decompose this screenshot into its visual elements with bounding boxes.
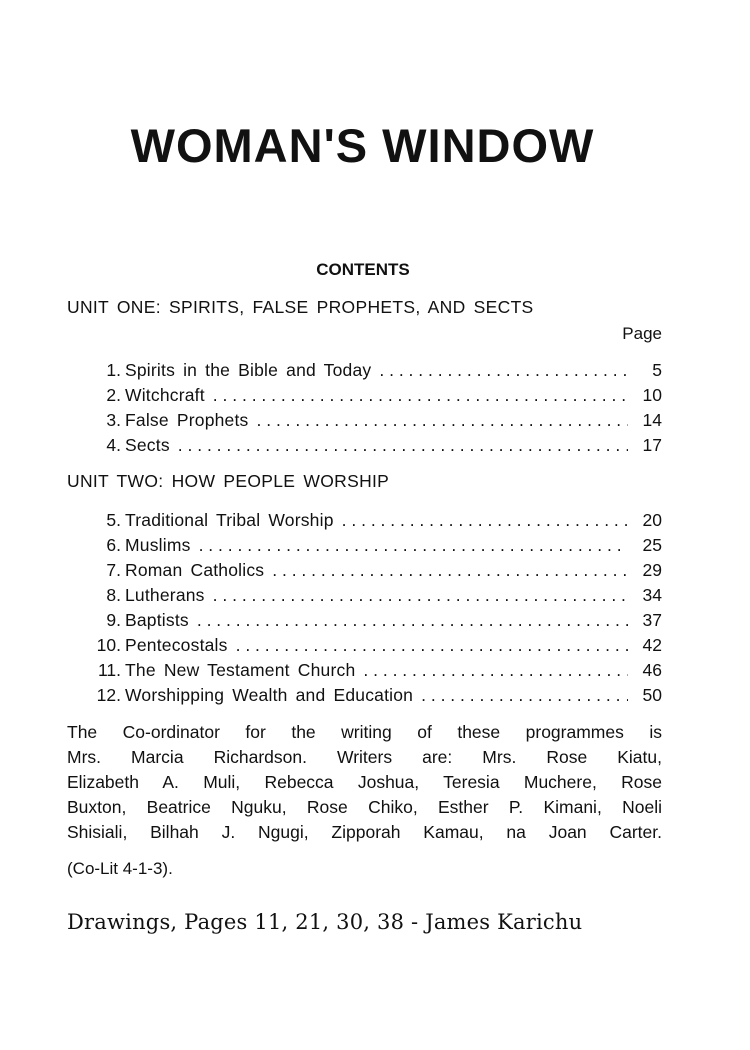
entry-title: Muslims — [125, 535, 191, 555]
credits-line: Shisiali, Bilhah J. Ngugi, Zipporah Kamau, na Joan Carter. — [67, 822, 662, 842]
entry-number: 2. — [106, 385, 121, 405]
entry-number: 4. — [106, 435, 121, 455]
entry-page: 34 — [642, 585, 662, 605]
toc-entry — [67, 433, 662, 458]
entry-title: Lutherans — [125, 585, 205, 605]
unit-two-entries — [67, 508, 662, 708]
drawings-credit: Drawings, Pages 11, 21, 30, 38 - James Karichu — [67, 910, 583, 934]
toc-entry — [67, 358, 662, 383]
entry-page: 17 — [642, 435, 662, 455]
entry-number: 12. — [96, 685, 121, 705]
credits-line: The Co-ordinator for the writing of these programmes is — [67, 722, 662, 742]
entry-page: 29 — [642, 560, 662, 580]
toc-entry — [67, 658, 662, 683]
entry-number: 3. — [106, 410, 121, 430]
contents-heading: CONTENTS — [316, 260, 410, 279]
toc-entry — [67, 558, 662, 583]
entry-page: 37 — [642, 610, 662, 630]
publication-code: (Co-Lit 4-1-3). — [67, 859, 173, 878]
toc-entry — [67, 583, 662, 608]
entry-title: The New Testament Church — [125, 660, 356, 680]
credits-line: Mrs. Marcia Richardson. Writers are: Mrs. Rose Kiatu, — [67, 747, 662, 767]
entry-title: Pentecostals — [125, 635, 228, 655]
entry-page: 5 — [652, 360, 662, 380]
entry-title: Baptists — [125, 610, 189, 630]
credits-line: Elizabeth A. Muli, Rebecca Joshua, Teresia Muchere, Rose — [67, 772, 662, 792]
toc-entry — [67, 633, 662, 658]
dot-leader — [363, 658, 628, 683]
credits-line: Buxton, Beatrice Nguku, Rose Chiko, Esther P. Kimani, Noeli — [67, 797, 662, 817]
entry-title: Worshipping Wealth and Education — [125, 685, 414, 705]
entry-page: 14 — [642, 410, 662, 430]
dot-leader — [213, 583, 628, 608]
entry-number: 9. — [106, 610, 121, 630]
entry-page: 10 — [642, 385, 662, 405]
dot-leader — [236, 633, 628, 658]
entry-number: 11. — [97, 660, 121, 680]
entry-page: 20 — [642, 510, 662, 530]
entry-title: False Prophets — [125, 410, 249, 430]
toc-entry — [67, 683, 662, 708]
entry-number: 7. — [106, 560, 121, 580]
entry-title: Witchcraft — [125, 385, 205, 405]
entry-title: Traditional Tribal Worship — [125, 510, 334, 530]
toc-entry — [67, 508, 662, 533]
entry-number: 6. — [106, 535, 121, 555]
unit-one-heading: UNIT ONE: SPIRITS, FALSE PROPHETS, AND SECTS — [67, 297, 534, 317]
dot-leader — [199, 533, 628, 558]
dot-leader — [257, 408, 629, 433]
entry-page: 50 — [642, 685, 662, 705]
entry-page: 46 — [642, 660, 662, 680]
dot-leader — [178, 433, 628, 458]
entry-number: 5. — [106, 510, 121, 530]
entry-page: 42 — [642, 635, 662, 655]
dot-leader — [421, 683, 628, 708]
entry-title: Spirits in the Bible and Today — [125, 360, 372, 380]
dot-leader — [272, 558, 628, 583]
dot-leader — [213, 383, 628, 408]
dot-leader — [342, 508, 628, 533]
dot-leader — [197, 608, 628, 633]
toc-entry — [67, 533, 662, 558]
document-title: WOMAN'S WINDOW — [130, 119, 595, 172]
entry-number: 10. — [96, 635, 121, 655]
entry-title: Roman Catholics — [125, 560, 265, 580]
entry-page: 25 — [642, 535, 662, 555]
dot-leader — [379, 358, 628, 383]
entry-number: 1. — [106, 360, 121, 380]
entry-number: 8. — [106, 585, 121, 605]
toc-entry — [67, 383, 662, 408]
toc-entry — [67, 408, 662, 433]
toc-entry — [67, 608, 662, 633]
page-column-label: Page — [622, 324, 662, 343]
unit-one-entries — [67, 358, 662, 458]
credits-paragraph — [67, 720, 662, 845]
unit-two-heading: UNIT TWO: HOW PEOPLE WORSHIP — [67, 471, 390, 491]
entry-title: Sects — [125, 435, 170, 455]
